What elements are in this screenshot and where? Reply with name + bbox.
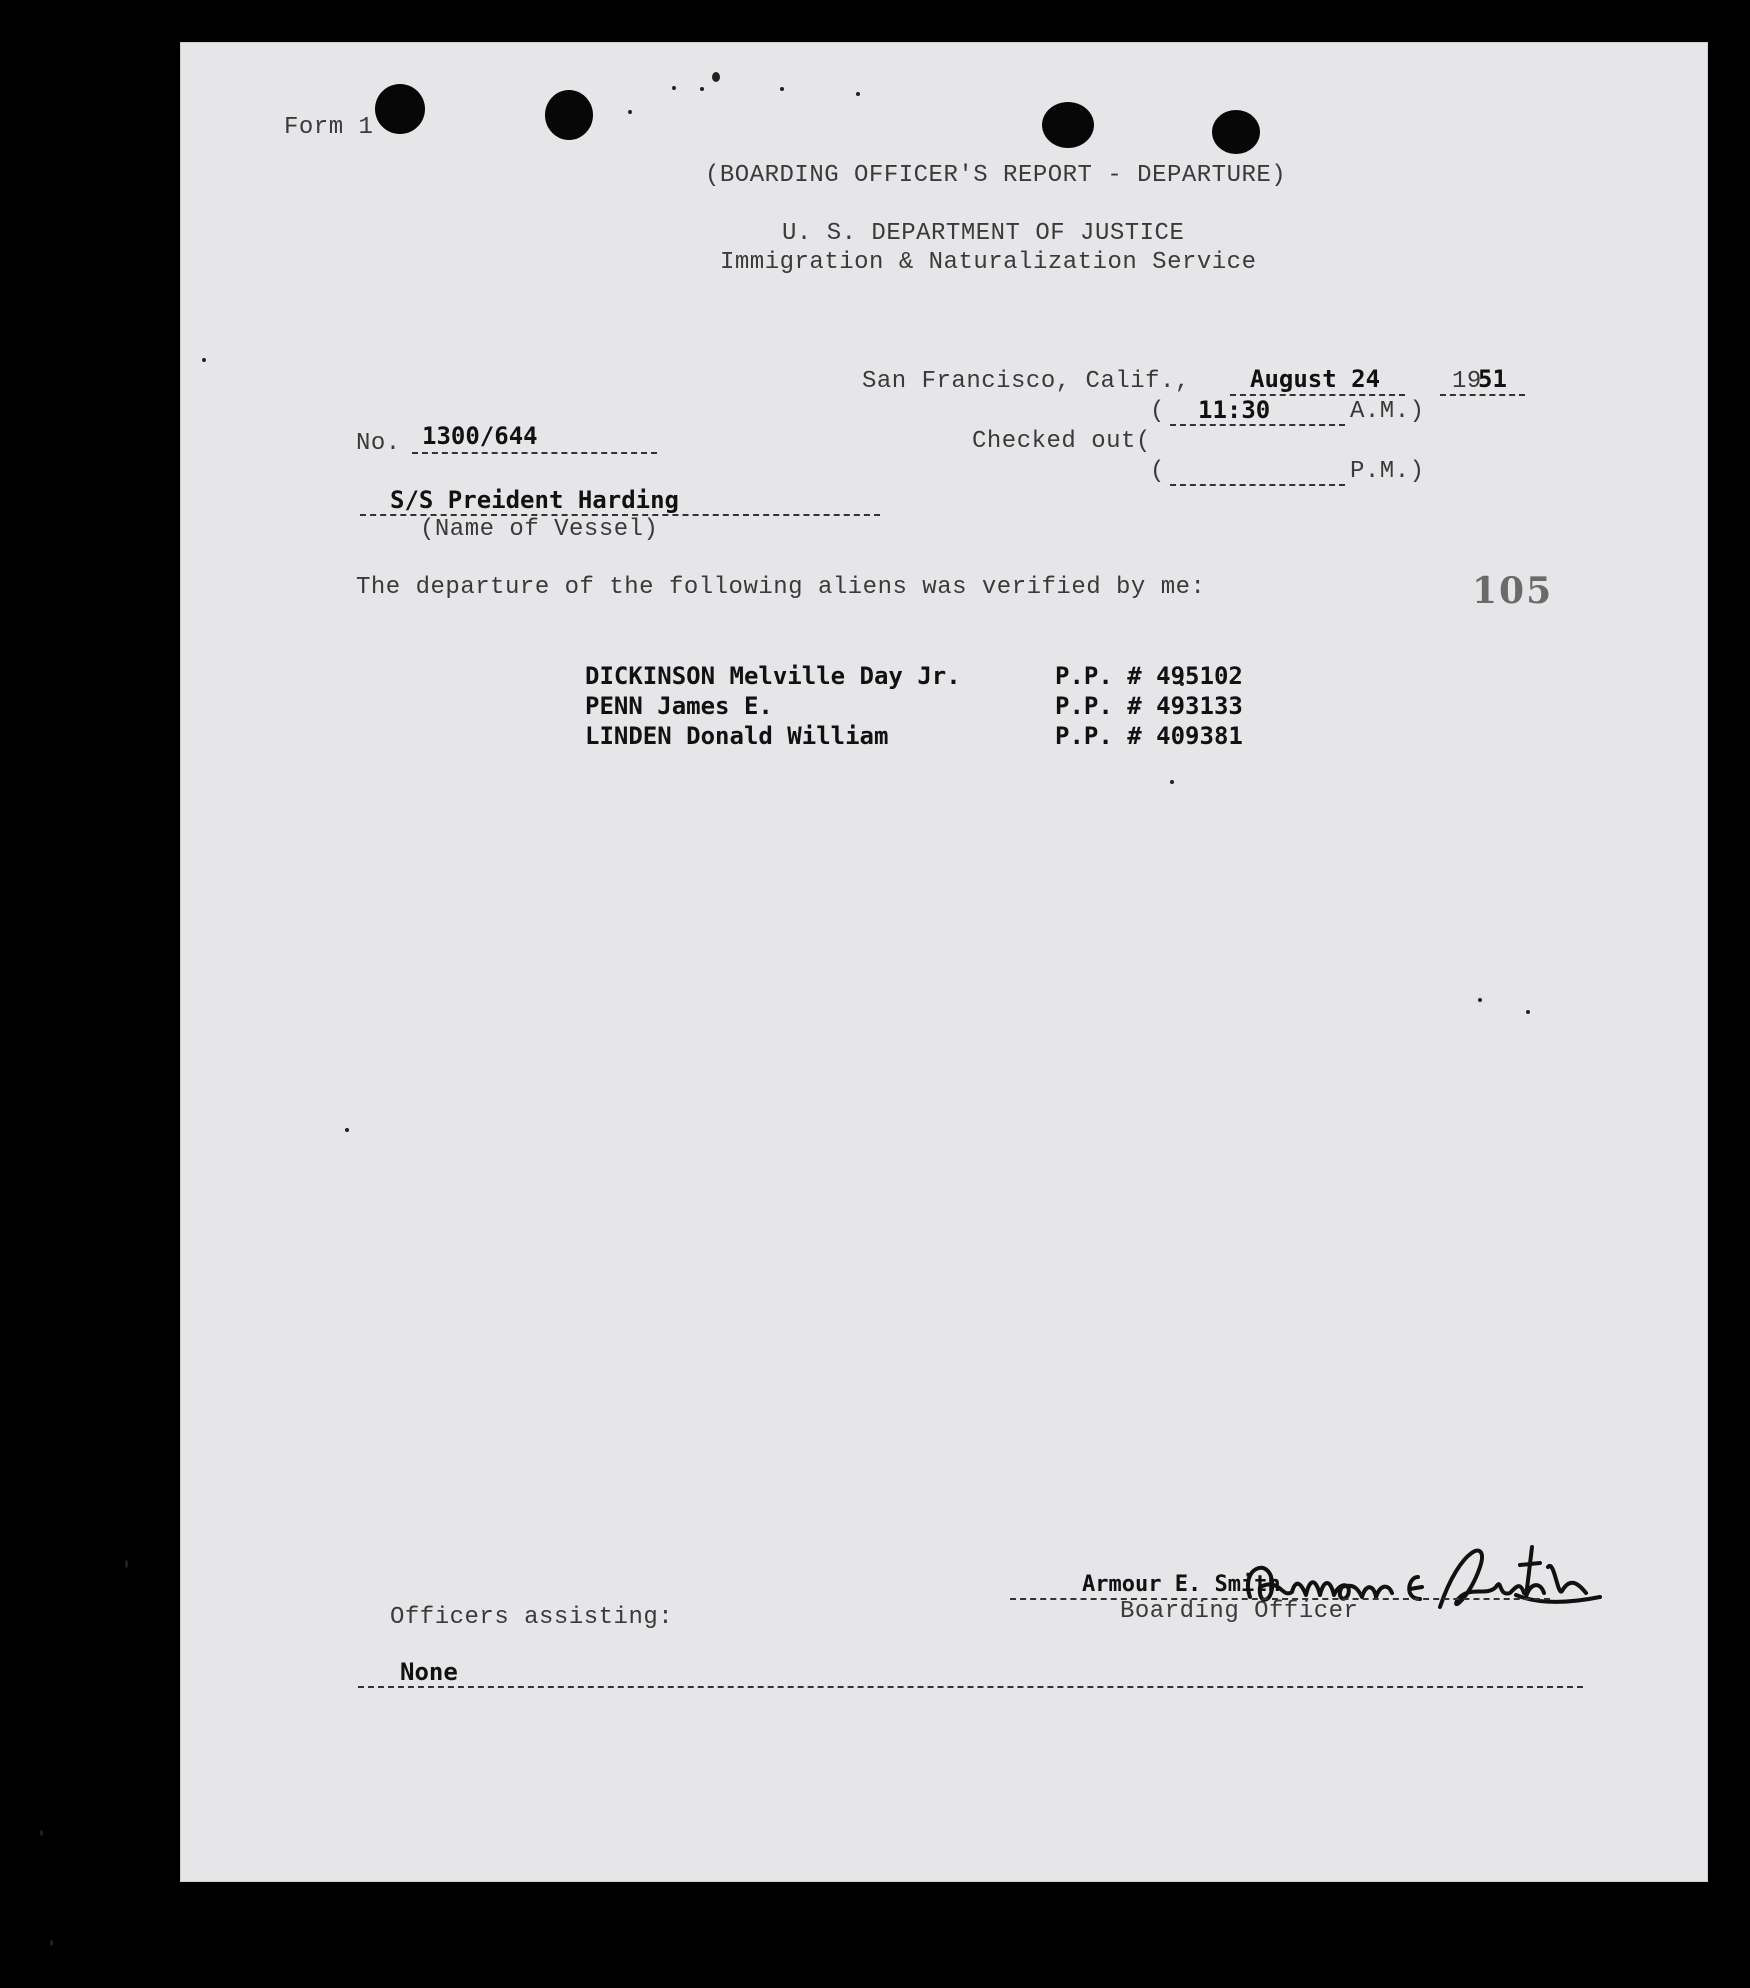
document-page (180, 42, 1708, 1882)
pm-open: ( (1150, 458, 1165, 485)
alien-name: LINDEN Donald William (585, 722, 889, 750)
alien-name: PENN James E. (585, 692, 773, 720)
punch-hole (1042, 102, 1094, 148)
speck (672, 86, 676, 90)
speck (202, 358, 206, 362)
list-item (585, 722, 1243, 752)
list-item (585, 662, 1243, 692)
checked-out-label: Checked out( (972, 428, 1151, 455)
year-prefix: 19 (1452, 368, 1482, 395)
speck (780, 87, 784, 91)
list-item (585, 692, 1243, 722)
speck (345, 1128, 349, 1132)
service-name: Immigration & Naturalization Service (720, 249, 1257, 276)
year-line (1440, 394, 1525, 396)
speck (700, 87, 704, 91)
vessel-name: S/S Preident Harding (390, 486, 679, 514)
officers-line (358, 1686, 1583, 1688)
speck (1526, 1010, 1530, 1014)
punch-hole (375, 84, 425, 134)
am-open: ( (1150, 398, 1165, 425)
typed-signature-name: Armour E. Smith (1082, 1572, 1281, 1597)
vessel-caption: (Name of Vessel) (420, 516, 659, 543)
number-label: No. (356, 430, 401, 457)
form-number: Form 1 (284, 114, 374, 141)
date-value: August 24 (1250, 365, 1381, 393)
pm-label: P.M.) (1350, 458, 1425, 485)
speck (712, 72, 720, 82)
year-value: 51 (1478, 365, 1507, 393)
speck (50, 1940, 53, 1946)
alien-passport: P.P. # 493133 (1055, 692, 1243, 720)
punch-hole (1212, 110, 1260, 154)
alien-list (585, 662, 1243, 752)
place-label: San Francisco, Calif., (862, 368, 1190, 395)
report-title: (BOARDING OFFICER'S REPORT - DEPARTURE) (705, 162, 1287, 189)
number-value: 1300/644 (422, 422, 538, 450)
officers-label: Officers assisting: (390, 1604, 674, 1631)
speck (628, 110, 632, 114)
pm-line (1170, 484, 1345, 486)
speck (1478, 998, 1482, 1002)
department-name: U. S. DEPARTMENT OF JUSTICE (782, 220, 1185, 247)
speck (856, 92, 860, 96)
handwritten-signature (1240, 1537, 1640, 1647)
number-line (412, 452, 657, 454)
officers-value: None (400, 1658, 458, 1686)
punch-hole (545, 90, 593, 140)
speck (125, 1560, 128, 1568)
am-line (1170, 424, 1345, 426)
speck (1170, 780, 1174, 784)
intro-text: The departure of the following aliens was verified by me: (356, 574, 1206, 601)
alien-name: DICKINSON Melville Day Jr. (585, 662, 961, 690)
am-label: A.M.) (1350, 398, 1425, 425)
alien-passport: P.P. # 495102 (1055, 662, 1243, 690)
speck (40, 1830, 43, 1836)
signature-title: Boarding Officer (1120, 1598, 1359, 1625)
alien-passport: P.P. # 409381 (1055, 722, 1243, 750)
stamp-number: 105 (1472, 570, 1554, 612)
am-time: 11:30 (1198, 396, 1271, 424)
